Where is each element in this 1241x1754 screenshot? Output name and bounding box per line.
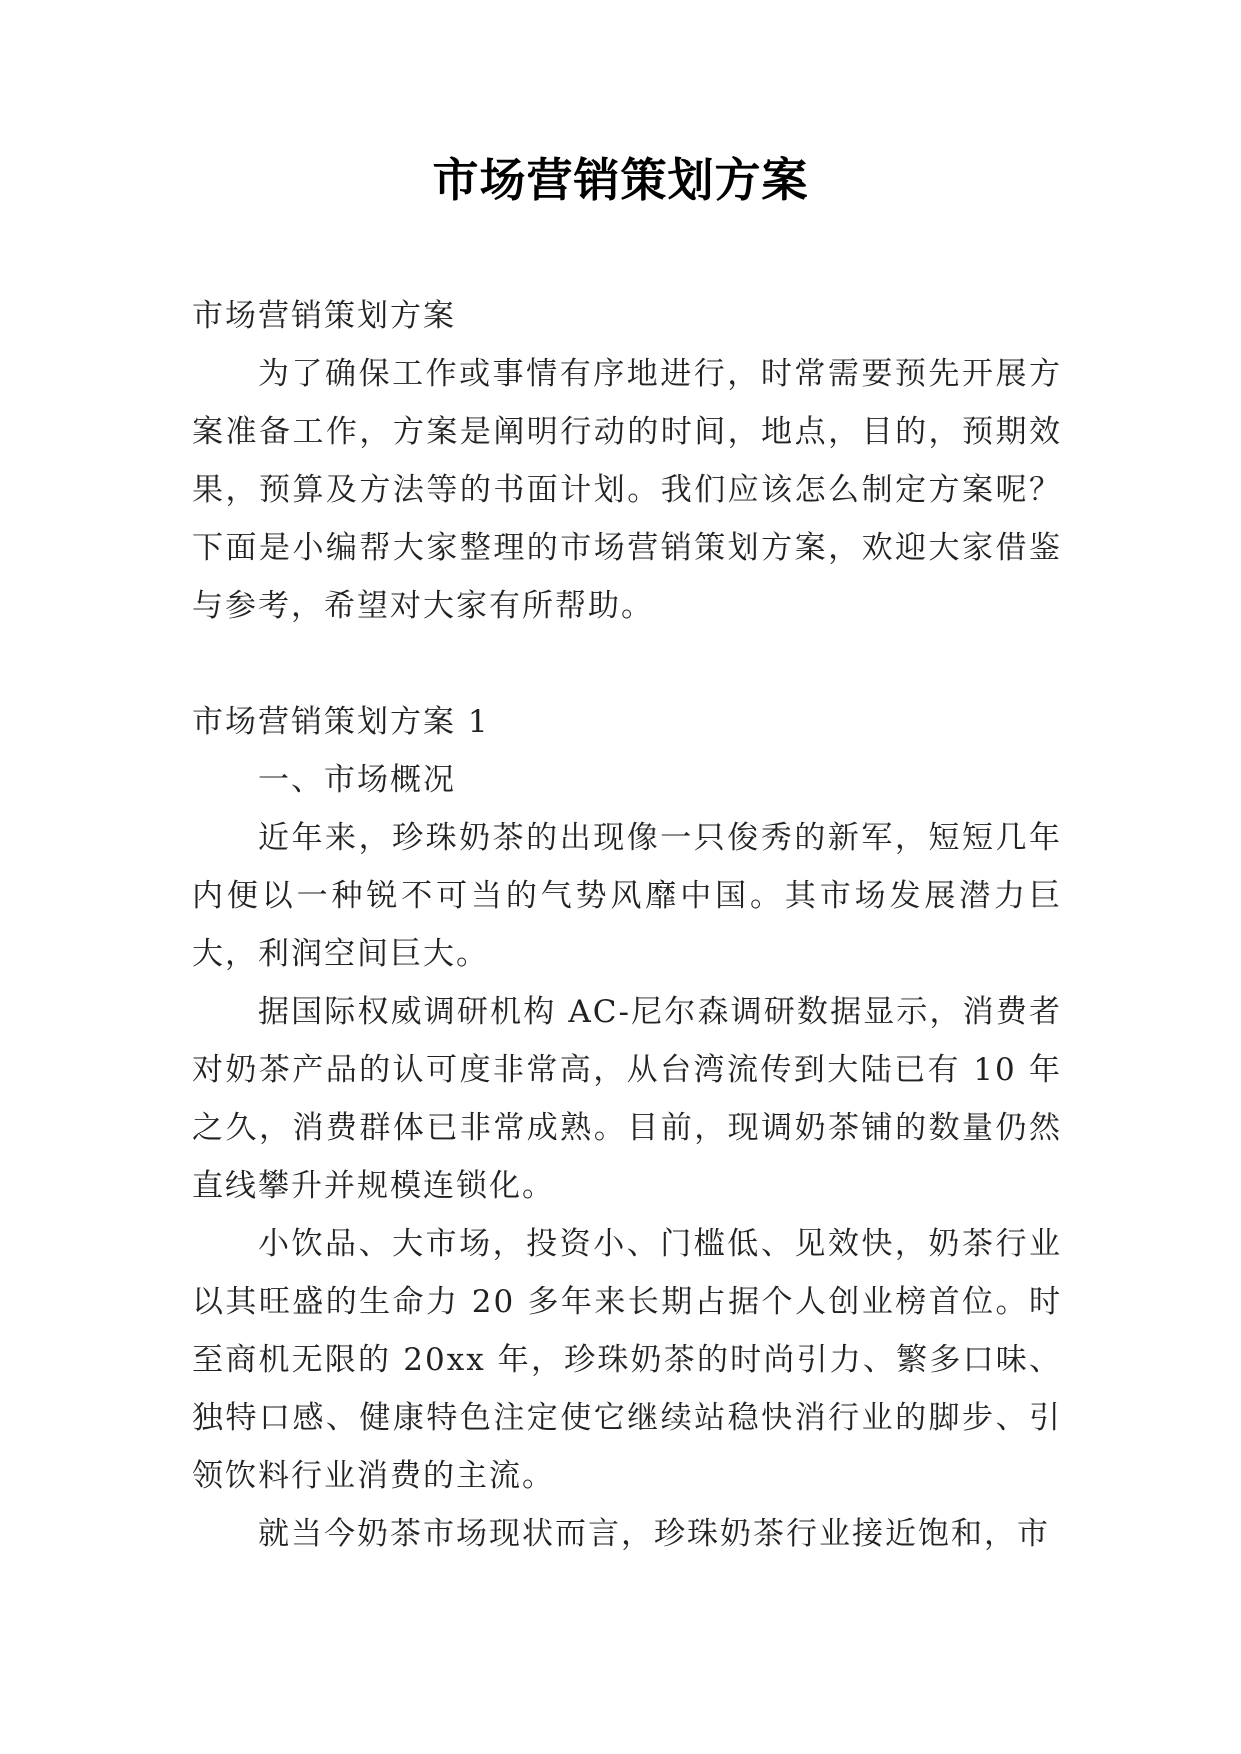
section-subheading: 一、市场概况 <box>258 762 456 798</box>
section-heading: 市场营销策划方案 1 <box>192 704 490 740</box>
paragraph: 近年来，珍珠奶茶的出现像一只俊秀的新军，短短几年内便以一种锐不可当的气势风靡中国。其市场发展潜力巨大，利润空间巨大。 <box>192 820 1062 972</box>
intro-paragraph: 为了确保工作或事情有序地进行，时常需要预先开展方案准备工作，方案是阐明行动的时间，地点，目的，预期效果，预算及方法等的书面计划。我们应该怎么制定方案呢？下面是小编帮大家整理的市场营销策划方案，欢迎大家借鉴与参考，希望对大家有所帮助。 <box>192 356 1062 624</box>
paragraph: 小饮品、大市场，投资小、门槛低、见效快，奶茶行业以其旺盛的生命力 20 多年来长期占据个人创业榜首位。时至商机无限的 20xx 年，珍珠奶茶的时尚引力、繁多口味、独特口感、健康特色注定使它继续站稳快消行业的脚步、引领饮料行业消费的主流。 <box>192 1226 1062 1494</box>
paragraph: 据国际权威调研机构 AC-尼尔森调研数据显示，消费者对奶茶产品的认可度非常高，从台湾流传到大陆已有 10 年之久，消费群体已非常成熟。目前，现调奶茶铺的数量仍然直线攀升并规模连锁化。 <box>192 994 1062 1204</box>
paragraph: 就当今奶茶市场现状而言，珍珠奶茶行业接近饱和，市 <box>258 1516 1050 1552</box>
intro-heading: 市场营销策划方案 <box>192 298 456 334</box>
section-spacer <box>192 635 1062 693</box>
document-title: 市场营销策划方案 <box>432 153 809 207</box>
document-body <box>192 287 1062 1563</box>
